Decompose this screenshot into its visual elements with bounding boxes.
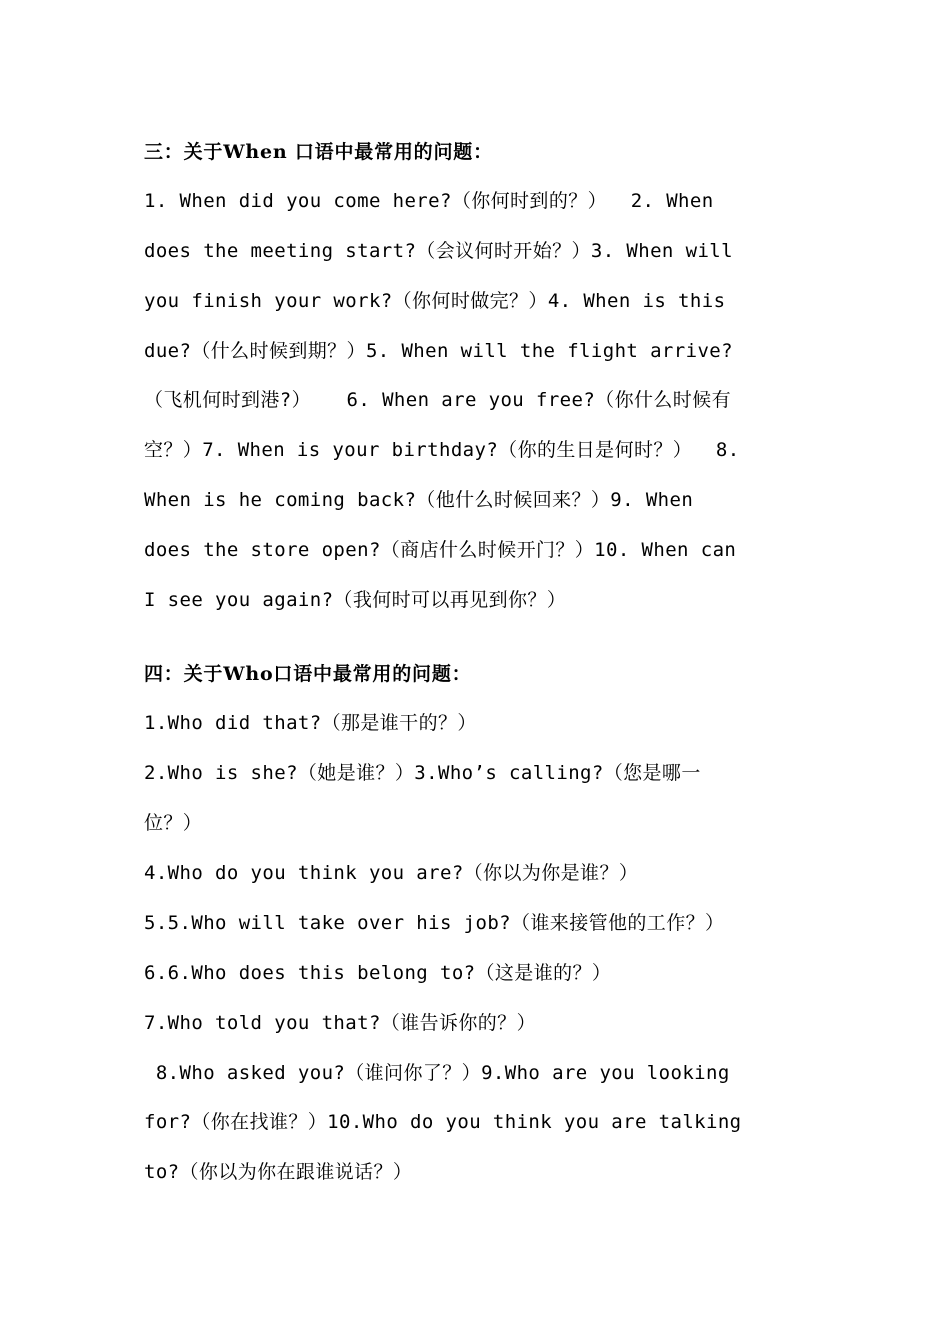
section-who-heading: 四：关于Who口语中最常用的问题： (144, 663, 472, 685)
section-who-line: 2.Who is she?（她是谁？）3.Who’s calling?（您是哪一 (144, 762, 701, 784)
section-who-line: 7.Who told you that?（谁告诉你的？） (144, 1012, 536, 1034)
section-when-line: you finish your work?（你何时做完？）4. When is this (144, 290, 726, 312)
section-who-line: 位？） (144, 812, 203, 834)
section-when-line: I see you again?（我何时可以再见到你？） (144, 589, 567, 611)
section-who-line: 1.Who did that?（那是谁干的？） (144, 712, 477, 734)
section-who-line: 6.6.Who does this belong to?（这是谁的？） (144, 962, 612, 984)
section-when-line: 空？）7. When is your birthday?（你的生日是何时？） 8. (144, 439, 740, 461)
section-who-line: 5.5.Who will take over his job?（谁来接管他的工作？） (144, 912, 725, 934)
section-when-line: due?（什么时候到期？）5. When will the flight arrive? (144, 340, 733, 362)
section-when-line: does the meeting start?（会议何时开始？）3. When will (144, 240, 733, 262)
section-when-line: （飞机何时到港?） 6. When are you free?（你什么时候有 (144, 389, 731, 411)
section-when-line: When is he coming back?（他什么时候回来？）9. When (144, 489, 694, 511)
section-when-line: 1. When did you come here?（你何时到的？） 2. When (144, 190, 714, 212)
section-who-line: to?（你以为你在跟谁说话？） (144, 1161, 413, 1183)
section-who-line: for?（你在找谁？）10.Who do you think you are talking (144, 1111, 742, 1133)
section-who-line: 8.Who asked you?（谁问你了？）9.Who are you looking (144, 1062, 730, 1084)
section-who-line: 4.Who do you think you are?（你以为你是谁？） (144, 862, 639, 884)
section-when-heading: 三：关于When 口语中最常用的问题： (144, 141, 493, 163)
section-when-line: does the store open?（商店什么时候开门？）10. When can (144, 539, 737, 561)
